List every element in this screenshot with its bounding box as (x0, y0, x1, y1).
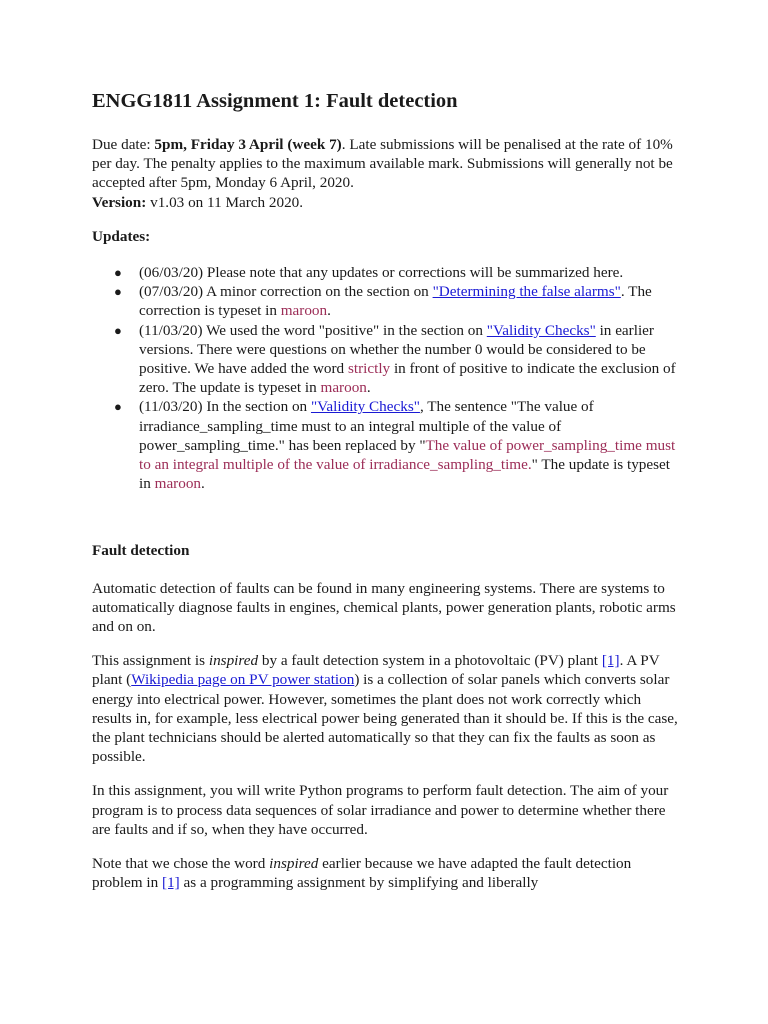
link-validity-checks[interactable]: "Validity Checks" (486, 321, 596, 339)
text-span: ) is a collection of solar panels which converts solar energy into electrical power. However, sometimes the plant does not work correctly which results in, for example, less electrical power being generated than it should be. If this is the case, the plant technicians should be alerted automatically so that they can fix the faults as soon as possible. (92, 671, 678, 766)
wikipedia-link[interactable]: Wikipedia page on PV power station (131, 671, 355, 689)
text-span: This assignment is (92, 652, 209, 670)
update-item (114, 397, 682, 493)
paragraph-intro: Automatic detection of faults can be found in many engineering systems. There are systems to automatically diagnose faults in engines, chemical plants, power generation plants, robotic arms and on on. (92, 579, 676, 636)
bullet-icon: ● (114, 284, 122, 300)
update-pre: (11/03/20) In the section on (139, 398, 311, 416)
due-date-paragraph (92, 135, 682, 212)
maroon-text: maroon (280, 302, 328, 320)
updates-heading: Updates: (92, 227, 151, 245)
maroon-text: maroon (320, 379, 367, 397)
update-mid2: " The update is typeset in (139, 456, 671, 493)
update-mid2: in front of positive to indicate the exclusion of zero. The update is typeset in (139, 360, 676, 397)
maroon-text: maroon (154, 475, 202, 493)
due-label: Due date: (92, 136, 155, 153)
text-span: earlier because we have adapted the fault detection problem in (92, 855, 632, 892)
page-title: ENGG1811 Assignment 1: Fault detection (92, 90, 458, 112)
update-text: (06/03/20) Please note that any updates or corrections will be summarized here. (139, 264, 624, 282)
emphasis-text: inspired (208, 652, 259, 670)
update-post: . (201, 475, 205, 493)
text-span: as a programming assignment by simplifying and liberally (179, 874, 539, 892)
update-item (114, 321, 682, 398)
link-determining-false-alarms[interactable]: "Determining the false alarms" (432, 283, 621, 301)
document-page (92, 88, 682, 908)
bullet-icon: ● (114, 399, 122, 415)
update-post: . (366, 379, 371, 397)
text-span: . A PV plant ( (92, 652, 660, 689)
emphasis-text: inspired (269, 855, 319, 873)
text-span: Note that we chose the word (92, 855, 270, 873)
paragraph-inspired (92, 651, 682, 766)
update-item (114, 263, 682, 282)
maroon-text: strictly (347, 360, 391, 378)
text-span: by a fault detection system in a photovoltaic (PV) plant (258, 652, 602, 670)
update-item (114, 282, 682, 320)
update-mid: , The sentence "The value of irradiance_sampling_time must to an integral multiple of the value of power_sampling_time." has been replaced by " (139, 398, 594, 454)
maroon-text: The value of power_sampling_time must to an integral multiple of the value of irradiance_sampling_time. (139, 436, 676, 474)
updates-list (92, 263, 682, 493)
version-value: v1.03 on 11 March 2020. (146, 193, 304, 211)
reference-link-1[interactable]: [1] (601, 652, 620, 670)
bullet-icon: ● (114, 322, 122, 338)
update-pre: (11/03/20) We used the word "positive" in the section on (139, 321, 487, 339)
update-mid: in earlier versions. There were questions on whether the number 0 would be considered to be positive. We have added the word (139, 321, 654, 378)
link-validity-checks[interactable]: "Validity Checks" (310, 398, 420, 416)
bullet-icon: ● (114, 265, 122, 281)
update-post: . (327, 302, 331, 320)
paragraph-note (92, 854, 682, 892)
section-heading: Fault detection (92, 542, 190, 560)
update-pre: (07/03/20) A minor correction on the section on (139, 283, 433, 301)
version-label: Version: (92, 193, 147, 211)
due-date-bold: 5pm, Friday 3 April (week 7) (154, 136, 342, 153)
reference-link-1[interactable]: [1] (162, 874, 180, 892)
due-rest: . Late submissions will be penalised at the rate of 10% per day. The penalty applies to the maximum available mark. Submissions will generally not be accepted after 5pm, Monday 6 April, 2020. (92, 136, 673, 192)
update-mid: . The correction is typeset in (139, 283, 652, 320)
paragraph-assignment: In this assignment, you will write Python programs to perform fault detection. The aim of your program is to process data sequences of solar irradiance and power to determine whether there are faults and if so, when they have occurred. (92, 782, 669, 838)
